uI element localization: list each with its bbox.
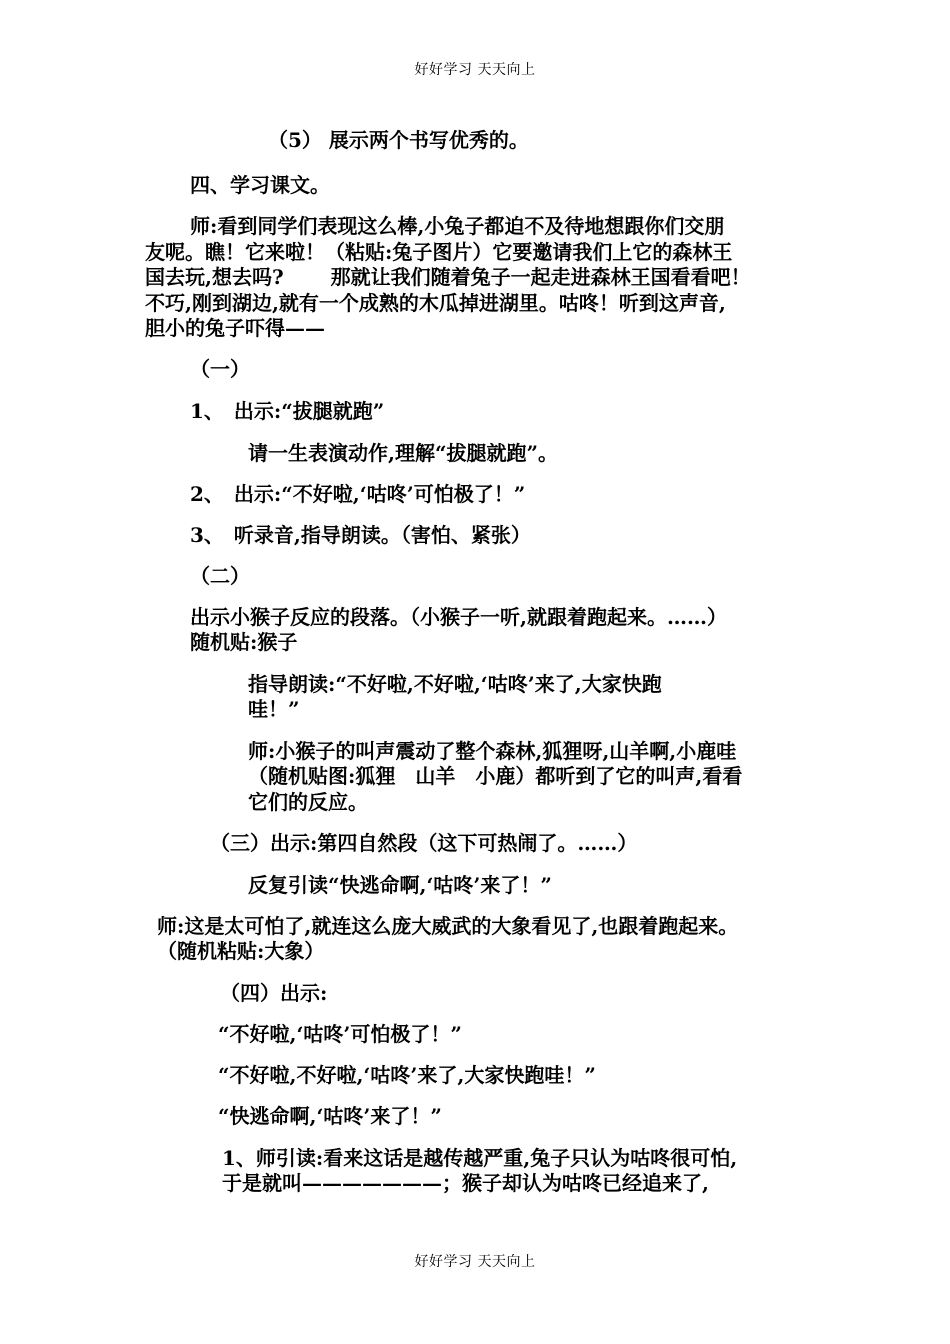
page-footer: 好好学习 天天向上 — [414, 1254, 536, 1270]
paragraph-line: 师:小猴子的叫声震动了整个森林,狐狸呀,山羊啊,小鹿哇 — [248, 739, 737, 763]
quote-line: “不好啦,‘咕咚’可怕极了！” — [218, 1022, 462, 1046]
list-item: 3、 听录音,指导朗读。（害怕、紧张） — [190, 523, 531, 547]
page-header: 好好学习 天天向上 — [414, 62, 536, 78]
list-item: 2、 出示:“不好啦,‘咕咚’可怕极了！” — [190, 482, 526, 506]
paragraph-line: 它们的反应。 — [248, 790, 368, 814]
subsection-1-heading: （一） — [190, 357, 250, 381]
paragraph-line: 指导朗读:“不好啦,不好啦,‘咕咚’来了,大家快跑 — [248, 672, 662, 696]
paragraph-line: 师:看到同学们表现这么棒,小兔子都迫不及待地想跟你们交朋 — [190, 214, 725, 238]
quote-line: “不好啦,不好啦,‘咕咚’来了,大家快跑哇！” — [218, 1063, 596, 1087]
paragraph-line: 随机贴:猴子 — [190, 630, 298, 654]
paragraph-line: 反复引读“快逃命啊,‘咕咚’来了！” — [248, 873, 552, 897]
paragraph-line: （随机粘贴:大象） — [157, 939, 325, 963]
section-heading-4: 四、学习课文。 — [190, 173, 330, 197]
list-item: 1、 出示:“拔腿就跑” — [190, 399, 385, 423]
subsection-4-heading: （四）出示: — [220, 981, 328, 1005]
paragraph-line: 国去玩,想去吗? 那就让我们随着兔子一起走进森林王国看看吧！ — [145, 265, 751, 289]
quote-line: “快逃命啊,‘咕咚’来了！” — [218, 1104, 442, 1128]
subsection-3-heading: （三）出示:第四自然段（这下可热闹了。……） — [210, 831, 638, 855]
list-item-detail: 请一生表演动作,理解“拔腿就跑”。 — [248, 441, 558, 465]
paragraph-line: 不巧,刚到湖边,就有一个成熟的木瓜掉进湖里。咕咚！听到这声音, — [145, 291, 726, 315]
paragraph-line: 哇！” — [248, 697, 300, 721]
paragraph-line: 友呢。瞧！它来啦！（粘贴:兔子图片）它要邀请我们上它的森林王 — [145, 240, 733, 264]
paragraph-line: 师:这是太可怕了,就连这么庞大威武的大象看见了,也跟着跑起来。 — [157, 914, 739, 938]
paragraph-line: 出示小猴子反应的段落。（小猴子一听,就跟着跑起来。……） — [190, 605, 727, 629]
line-show-excellent: （5） 展示两个书写优秀的。 — [268, 128, 529, 152]
paragraph-line: 1、师引读:看来这话是越传越严重,兔子只认为咕咚很可怕, — [222, 1146, 738, 1170]
paragraph-line: 胆小的兔子吓得—— — [145, 316, 325, 340]
paragraph-line: （随机贴图:狐狸 山羊 小鹿）都听到了它的叫声,看看 — [248, 764, 743, 788]
paragraph-line: 于是就叫———————；猴子却认为咕咚已经追来了, — [222, 1171, 709, 1195]
subsection-2-heading: （二） — [190, 564, 250, 588]
